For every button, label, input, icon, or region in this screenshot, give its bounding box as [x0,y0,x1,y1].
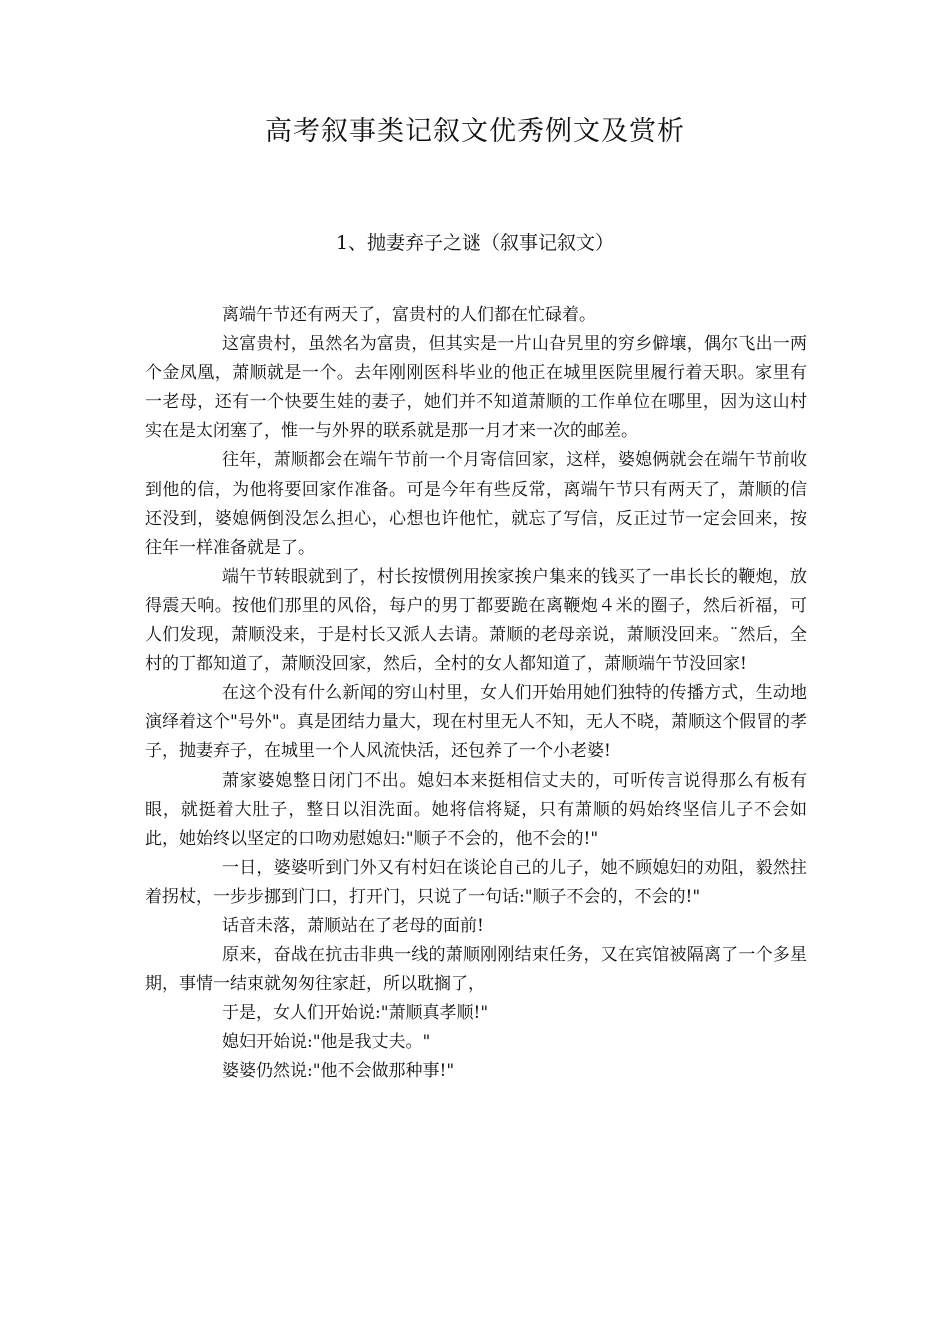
paragraph: 这富贵村，虽然名为富贵，但其实是一片山旮旯里的穷乡僻壤，偶尔飞出一两个金凤凰，萧顺就是一个。去年刚刚医科毕业的他正在城里医院里履行着天职。家里有一老母，还有一个快要生娃的妻子，她们并不知道萧顺的工作单位在哪里，因为这山村实在是太闭塞了，惟一与外界的联系就是那一月才来一次的邮差。 [145,334,807,442]
paragraph: 话音未落，萧顺站在了老母的面前! [222,915,484,936]
paragraph: 在这个没有什么新闻的穷山村里，女人们开始用她们独特的传播方式，生动地演绎着这个"号外"。真是团结力量大，现在村里无人不知，无人不晓，萧顺这个假冒的孝子，抛妻弃子，在城里一个人风流快活，还包养了一个小老婆! [145,683,807,762]
paragraph: 往年，萧顺都会在端午节前一个月寄信回家，这样，婆媳俩就会在端午节前收到他的信，为他将要回家作准备。可是今年有些反常，离端午节只有两天了，萧顺的信还没到，婆媳俩倒没怎么担心，心想也许他忙，就忘了写信，反正过节一定会回来，按往年一样准备就是了。 [145,450,807,558]
paragraph: 原来，奋战在抗击非典一线的萧顺刚刚结束任务，又在宾馆被隔离了一个多星期，事情一结束就匆匆往家赶，所以耽搁了， [145,945,807,995]
paragraph: 婆婆仍然说:"他不会做那种事!" [222,1061,455,1082]
document-title: 高考叙事类记叙文优秀例文及赏析 [265,116,685,147]
section-title: 1、抛妻弃子之谜（叙事记叙文） [335,232,615,254]
article-body [145,301,807,1087]
paragraph: 于是，女人们开始说:"萧顺真孝顺!" [222,1003,489,1024]
paragraph: 一日，婆婆听到门外又有村妇在谈论自己的儿子，她不顾媳妇的劝阻，毅然拄着拐杖，一步步挪到门口，打开门，只说了一句话:"顺子不会的，不会的!" [145,857,807,907]
paragraph: 端午节转眼就到了，村长按惯例用挨家挨户集来的钱买了一串长长的鞭炮，放得震天响。按他们那里的风俗，每户的男丁都要跪在离鞭炮４米的圈子，然后祈福，可人们发现，萧顺没来，于是村长又派人去请。萧顺的老母亲说，萧顺没回来。¨然后，全村的丁都知道了，萧顺没回家，然后，全村的女人都知道了，萧顺端午节没回家! [145,566,807,675]
paragraph: 离端午节还有两天了，富贵村的人们都在忙碌着。 [222,305,596,325]
paragraph: 萧家婆媳整日闭门不出。媳妇本来挺相信丈夫的，可听传言说得那么有板有眼，就挺着大肚子，整日以泪洗面。她将信将疑，只有萧顺的妈始终坚信儿子不会如此，她始终以坚定的口吻劝慰媳妇:"顺子不会的，他不会的!" [145,770,807,849]
paragraph: 媳妇开始说:"他是我丈夫。" [222,1032,431,1053]
